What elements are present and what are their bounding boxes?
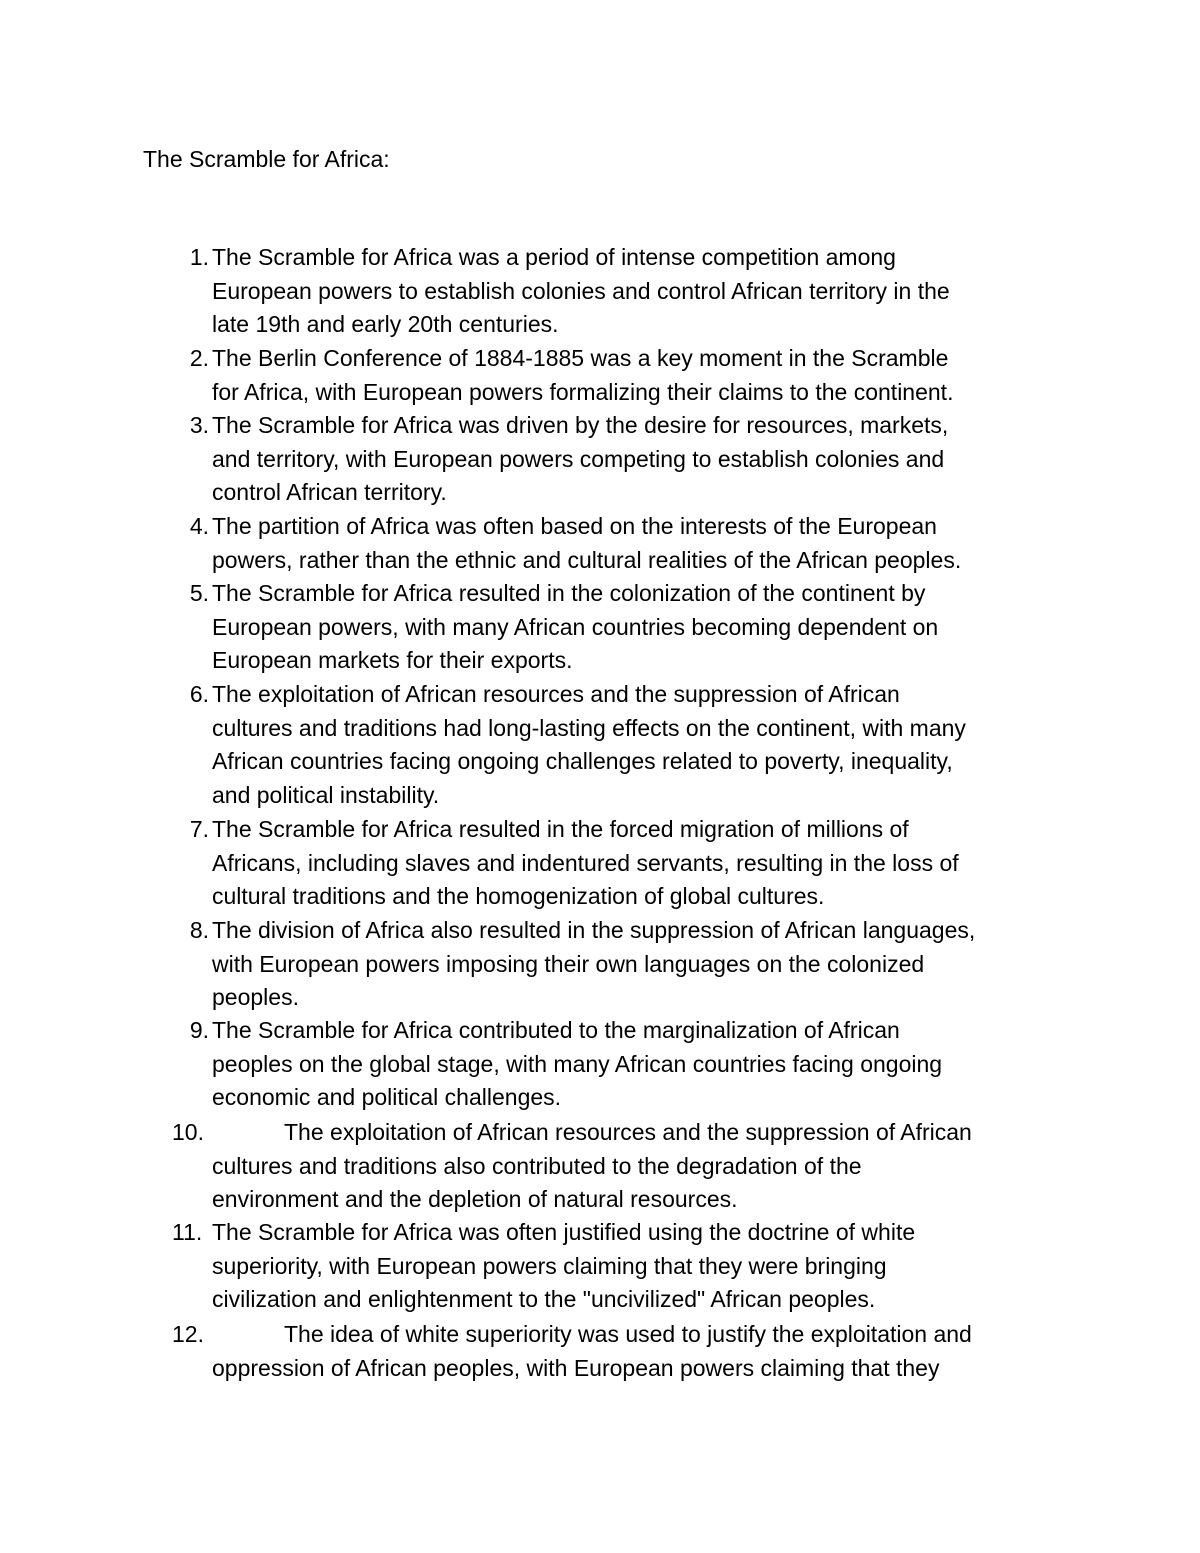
list-item-text-line: The partition of Africa was often based on the interests of the European: [212, 513, 937, 539]
list-item-text-line: economic and political challenges.: [212, 1084, 562, 1111]
list-item-text-line: European powers, with many African countries becoming dependent on: [212, 613, 939, 640]
list-item-text-line: oppression of African peoples, with European powers claiming that they: [212, 1354, 940, 1381]
list-item-text-line: and territory, with European powers competing to establish colonies and: [212, 445, 945, 472]
list-item-text-line: The Scramble for Africa was often justified using the doctrine of white: [212, 1219, 916, 1245]
list-item-text-line: African countries facing ongoing challenges related to poverty, inequality,: [212, 748, 953, 775]
list-item-text-line: European powers to establish colonies and control African territory in the: [212, 277, 950, 304]
list-item-text-line: cultures and traditions also contributed to the degradation of the: [212, 1152, 862, 1179]
list-item-text-line: superiority, with European powers claiming that they were bringing: [212, 1252, 887, 1279]
list-item-text-line: for Africa, with European powers formalizing their claims to the continent.: [212, 378, 954, 405]
list-item-text-line: environment and the depletion of natural resources.: [212, 1186, 738, 1213]
document-title: The Scramble for Africa:: [143, 146, 390, 172]
list-item-text-line: and political instability.: [212, 781, 440, 808]
list-item-text-line: The exploitation of African resources and the suppression of African: [284, 1119, 972, 1145]
list-item-text-line: Africans, including slaves and indentured servants, resulting in the loss of: [212, 849, 959, 876]
list-item-text-line: powers, rather than the ethnic and cultural realities of the African peoples.: [212, 546, 962, 573]
list-item-number: 2.: [189, 345, 209, 371]
list-item-number: 5.: [189, 580, 209, 606]
list-item-number: 4.: [189, 513, 209, 539]
list-item-text-line: control African territory.: [212, 479, 447, 506]
list-item-text-line: peoples on the global stage, with many African countries facing ongoing: [212, 1050, 943, 1077]
list-item-text-line: late 19th and early 20th centuries.: [212, 311, 559, 338]
list-item-number: 7.: [189, 816, 209, 842]
list-item-text-line: The Scramble for Africa was driven by the desire for resources, markets,: [212, 412, 949, 438]
list-item-text-line: civilization and enlightenment to the "uncivilized" African peoples.: [212, 1286, 876, 1313]
list-item-text-line: The Berlin Conference of 1884-1885 was a key moment in the Scramble: [212, 345, 949, 371]
list-item-number: 10.: [172, 1119, 204, 1145]
list-item-number: 8.: [189, 917, 209, 943]
list-item-text-line: The Scramble for Africa resulted in the colonization of the continent by: [212, 580, 926, 606]
list-item-number: 3.: [189, 412, 209, 438]
list-item-text-line: The exploitation of African resources and the suppression of African: [212, 681, 900, 707]
list-item-text-line: cultures and traditions had long-lasting effects on the continent, with many: [212, 714, 966, 741]
list-item-text-line: peoples.: [212, 984, 299, 1011]
list-item-number: 11.: [172, 1219, 203, 1245]
list-item-text-line: The division of Africa also resulted in the suppression of African languages,: [212, 917, 976, 943]
list-item-text-line: The Scramble for Africa contributed to the marginalization of African: [212, 1017, 900, 1043]
list-item-number: 9.: [189, 1017, 209, 1043]
list-item-number: 12.: [172, 1321, 204, 1347]
list-item-text-line: cultural traditions and the homogenization of global cultures.: [212, 883, 825, 910]
list-item-number: 1.: [189, 244, 209, 270]
list-item-text-line: The Scramble for Africa was a period of intense competition among: [212, 244, 896, 270]
list-item-text-line: The idea of white superiority was used to justify the exploitation and: [284, 1321, 972, 1347]
list-item-text-line: with European powers imposing their own languages on the colonized: [212, 950, 925, 977]
list-item-text-line: European markets for their exports.: [212, 647, 573, 674]
list-item-number: 6.: [189, 681, 209, 707]
list-item-text-line: The Scramble for Africa resulted in the forced migration of millions of: [212, 816, 909, 842]
